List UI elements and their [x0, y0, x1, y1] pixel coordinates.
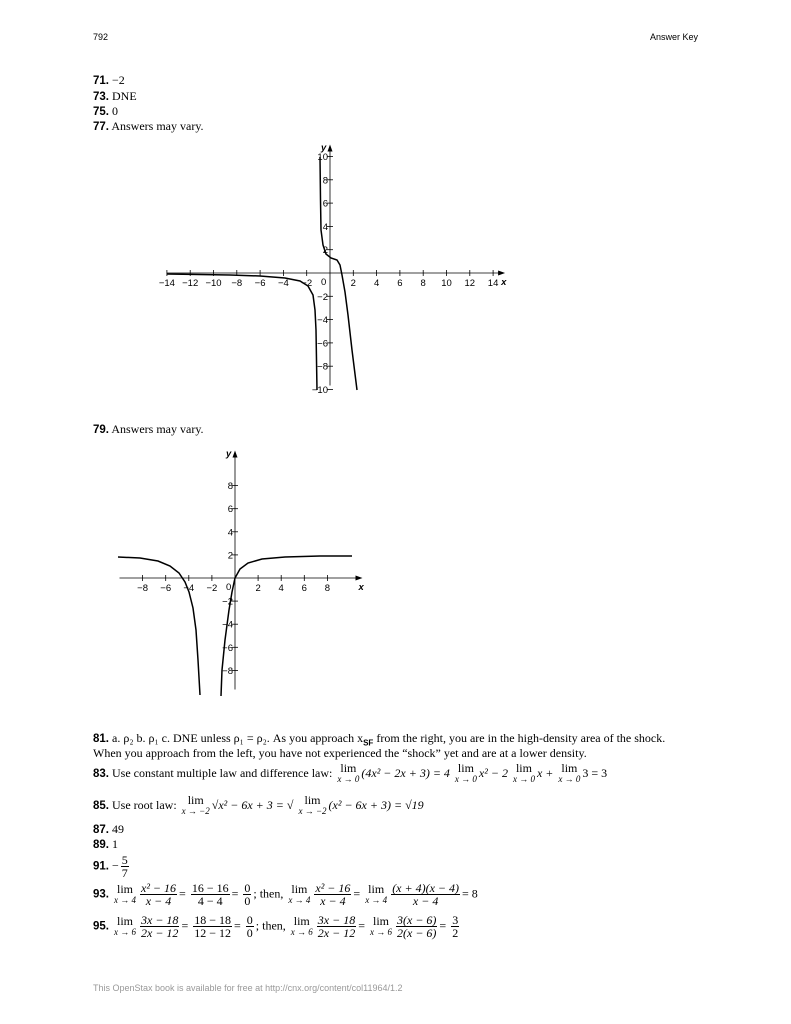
y-tick-label: 6 — [322, 198, 328, 210]
y-tick-label: −4 — [317, 315, 328, 327]
answer-91: 91. − $\frac{5}{7}$ — [93, 853, 128, 880]
y-tick-label: −4 — [222, 619, 233, 631]
x-arrow-icon — [356, 576, 363, 581]
x-tick-label: 4 — [373, 278, 380, 289]
y-tick-label: 2 — [227, 550, 233, 562]
y-tick-label: −8 — [317, 361, 328, 373]
y-tick-label: −2 — [317, 291, 328, 303]
x-tick-label: 2 — [255, 583, 261, 594]
y-tick-label: 8 — [227, 481, 233, 493]
section-title: Answer Key — [649, 32, 698, 42]
x-tick-label: −8 — [137, 583, 149, 594]
x-tick-label: 6 — [397, 278, 403, 289]
x-tick-label: −10 — [205, 278, 222, 289]
y-axis-label: y — [321, 142, 327, 154]
x-tick-label: 4 — [278, 583, 284, 594]
page-number: 792 — [93, 32, 109, 42]
x-tick-label: −2 — [206, 583, 218, 594]
function-curve — [320, 157, 357, 390]
function-curve — [167, 274, 317, 390]
y-tick-label: 4 — [322, 221, 328, 233]
answer-73: 73. DNE — [93, 89, 137, 103]
answer-95: 95. lim x → 6 $\frac{3x - 18}{2x - 12}$ = $\frac{18 - 18}{12 - 12}$ = $\frac{0}{0}$ ; then, lim x → 6 $\frac{3x - 18}{2x - 12}$ = lim x → 6 $\frac{3(x - 6)}{2(x - 6)}$ = $\frac{3}{2}$ — [93, 913, 459, 940]
y-tick-label: −2 — [222, 596, 233, 608]
answer-81: 81. a. ρ₂ b. ρ₁ c. DNE unless ρ₁ = ρ₂. As you approach $x_{SF}$ from the right, you are in the high-density area of the shock. — [93, 731, 666, 748]
y-tick-label: 2 — [322, 245, 328, 257]
footer-text: This OpenStax book is available for free at http://cnx.org/content/col11964/1.2 — [93, 983, 403, 993]
answer-93: 93. lim x → 4 $\frac{\text{x² − 16}}{x - 4}$ = $\frac{16 - 16}{4 - 4}$ = $\frac{0}{0}$ ; then, lim x → 4 $\frac{\text{x² − 16}}{x - 4}$ = lim x → 4 $\frac{(x + 4)(x - 4)}{x - 4}$ = 8 — [93, 881, 478, 908]
origin-label: 0 — [226, 582, 232, 593]
answer-87: 87. 49 — [93, 822, 124, 836]
x-tick-label: 6 — [301, 583, 307, 594]
x-tick-label: −4 — [277, 278, 289, 289]
y-tick-label: −6 — [317, 338, 328, 350]
x-tick-label: 10 — [441, 278, 452, 289]
x-tick-label: −6 — [160, 583, 172, 594]
x-tick-label: −12 — [182, 278, 199, 289]
x-tick-label: 14 — [487, 278, 499, 289]
answer-71: 71. −2 — [93, 73, 125, 87]
x-tick-label: −8 — [231, 278, 243, 289]
x-axis-label: x — [501, 277, 507, 288]
x-arrow-icon — [498, 271, 505, 276]
y-tick-label: 6 — [227, 504, 233, 516]
answer-81-cont: When you approach from the left, you have not experienced the “shock” yet and are at a lower density. — [93, 746, 587, 760]
answer-75: 75. 0 — [93, 104, 118, 118]
y-tick-label: −6 — [222, 642, 233, 654]
x-tick-label: 8 — [324, 583, 331, 594]
y-arrow-icon — [328, 145, 333, 152]
origin-label: 0 — [321, 277, 327, 288]
x-tick-label: 12 — [464, 278, 476, 289]
x-axis-label: x — [358, 582, 364, 593]
x-tick-label: −2 — [301, 278, 313, 289]
answer-83: 83. Use constant multiple law and difference law: lim x → 0 (4x² − 2x + 3) = 4 lim x → 0 x² − 2 lim x → 0 x + lim x → 0 3 = 3 — [93, 761, 608, 784]
x-tick-label: −6 — [254, 278, 266, 289]
answer-79: 79. Answers may vary. — [93, 422, 204, 436]
graph-77 — [159, 143, 507, 397]
x-tick-label: 2 — [350, 278, 356, 289]
y-tick-label: 4 — [227, 527, 233, 539]
answer-89: 89. 1 — [93, 837, 118, 851]
y-axis-label: y — [226, 448, 232, 460]
answer-77: 77. Answers may vary. — [93, 119, 204, 133]
y-arrow-icon — [233, 451, 238, 458]
function-curve — [221, 556, 352, 696]
x-tick-label: −14 — [158, 278, 175, 289]
x-tick-label: 8 — [420, 278, 426, 289]
y-tick-label: −10 — [311, 385, 328, 396]
y-tick-label: 10 — [317, 152, 328, 163]
answer-85: 85. Use root law: lim x → −2 √x² − 6x + 3 = √ lim x → −2 (x² − 6x + 3) = √19 — [93, 793, 424, 816]
x-tick-label: −4 — [183, 583, 195, 594]
y-tick-label: 8 — [322, 175, 328, 187]
graph-79 — [118, 449, 365, 697]
y-tick-label: −8 — [222, 665, 233, 677]
